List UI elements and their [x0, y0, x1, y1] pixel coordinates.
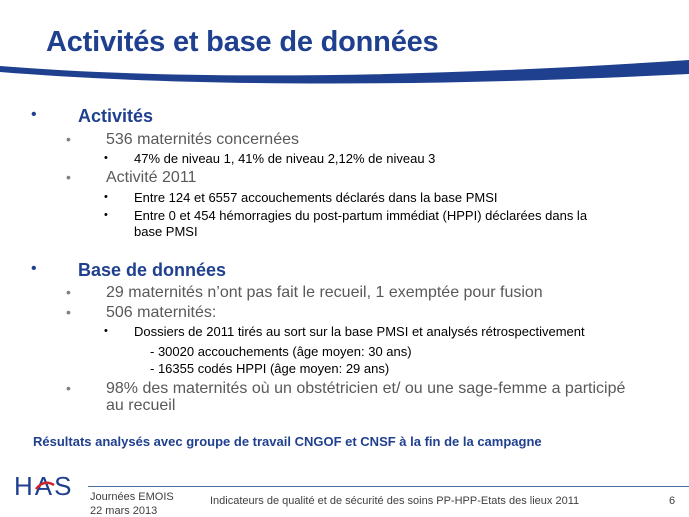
event-date: 22 mars 2013 [90, 505, 158, 517]
page-title: Activités et base de données [46, 26, 439, 58]
results-note: Résultats analysés avec groupe de travail CNGOF et CNSF à la fin de la campagne [33, 434, 542, 449]
title-swoosh [0, 52, 689, 92]
bullet: • [66, 304, 71, 320]
list-item: Activité 2011 [106, 169, 197, 186]
page-number: 6 [669, 495, 676, 507]
bullet: • [31, 260, 37, 277]
footer-title: Indicateurs de qualité et de sécurité des soins PP-HPP-Etats des lieux 2011 [210, 495, 580, 507]
list-item-continued: au recueil [106, 397, 176, 414]
list-item: 98% des maternités où un obstétricien et/ ou une sage-femme a participé [106, 380, 626, 397]
footer-divider [88, 486, 689, 487]
bullet: • [104, 325, 108, 337]
bullet: • [66, 284, 71, 300]
bullet: • [66, 380, 71, 396]
sub-item: Entre 124 et 6557 accouchements déclarés dans la base PMSI [134, 190, 498, 205]
event-name: Journées EMOIS [90, 491, 174, 503]
bullet: • [104, 152, 108, 164]
logo-text: HAS [14, 471, 74, 501]
bullet: • [31, 106, 37, 123]
sub-item: Dossiers de 2011 tirés au sort sur la base PMSI et analysés rétrospectivement [134, 324, 585, 339]
section-heading-activites: Activités [78, 106, 154, 126]
sub-item: Entre 0 et 454 hémorragies du post-partum immédiat (HPPI) déclarées dans la [134, 208, 588, 223]
list-item: 536 maternités concernées [106, 131, 299, 148]
section-heading-base-de-donnees: Base de données [78, 260, 227, 280]
bullet: • [104, 209, 108, 221]
has-logo [14, 471, 76, 501]
bullet: • [66, 169, 71, 185]
bullet: • [104, 191, 108, 203]
detail-line: - 30020 accouchements (âge moyen: 30 ans) [150, 344, 412, 359]
bullet: • [66, 131, 71, 147]
detail-line: - 16355 codés HPPI (âge moyen: 29 ans) [150, 361, 390, 376]
sub-item-continued: base PMSI [134, 224, 198, 239]
list-item: 29 maternités n’ont pas fait le recueil, 1 exemptée pour fusion [106, 284, 543, 301]
list-item: 506 maternités: [106, 304, 217, 321]
sub-item: 47% de niveau 1, 41% de niveau 2,12% de niveau 3 [134, 151, 436, 166]
